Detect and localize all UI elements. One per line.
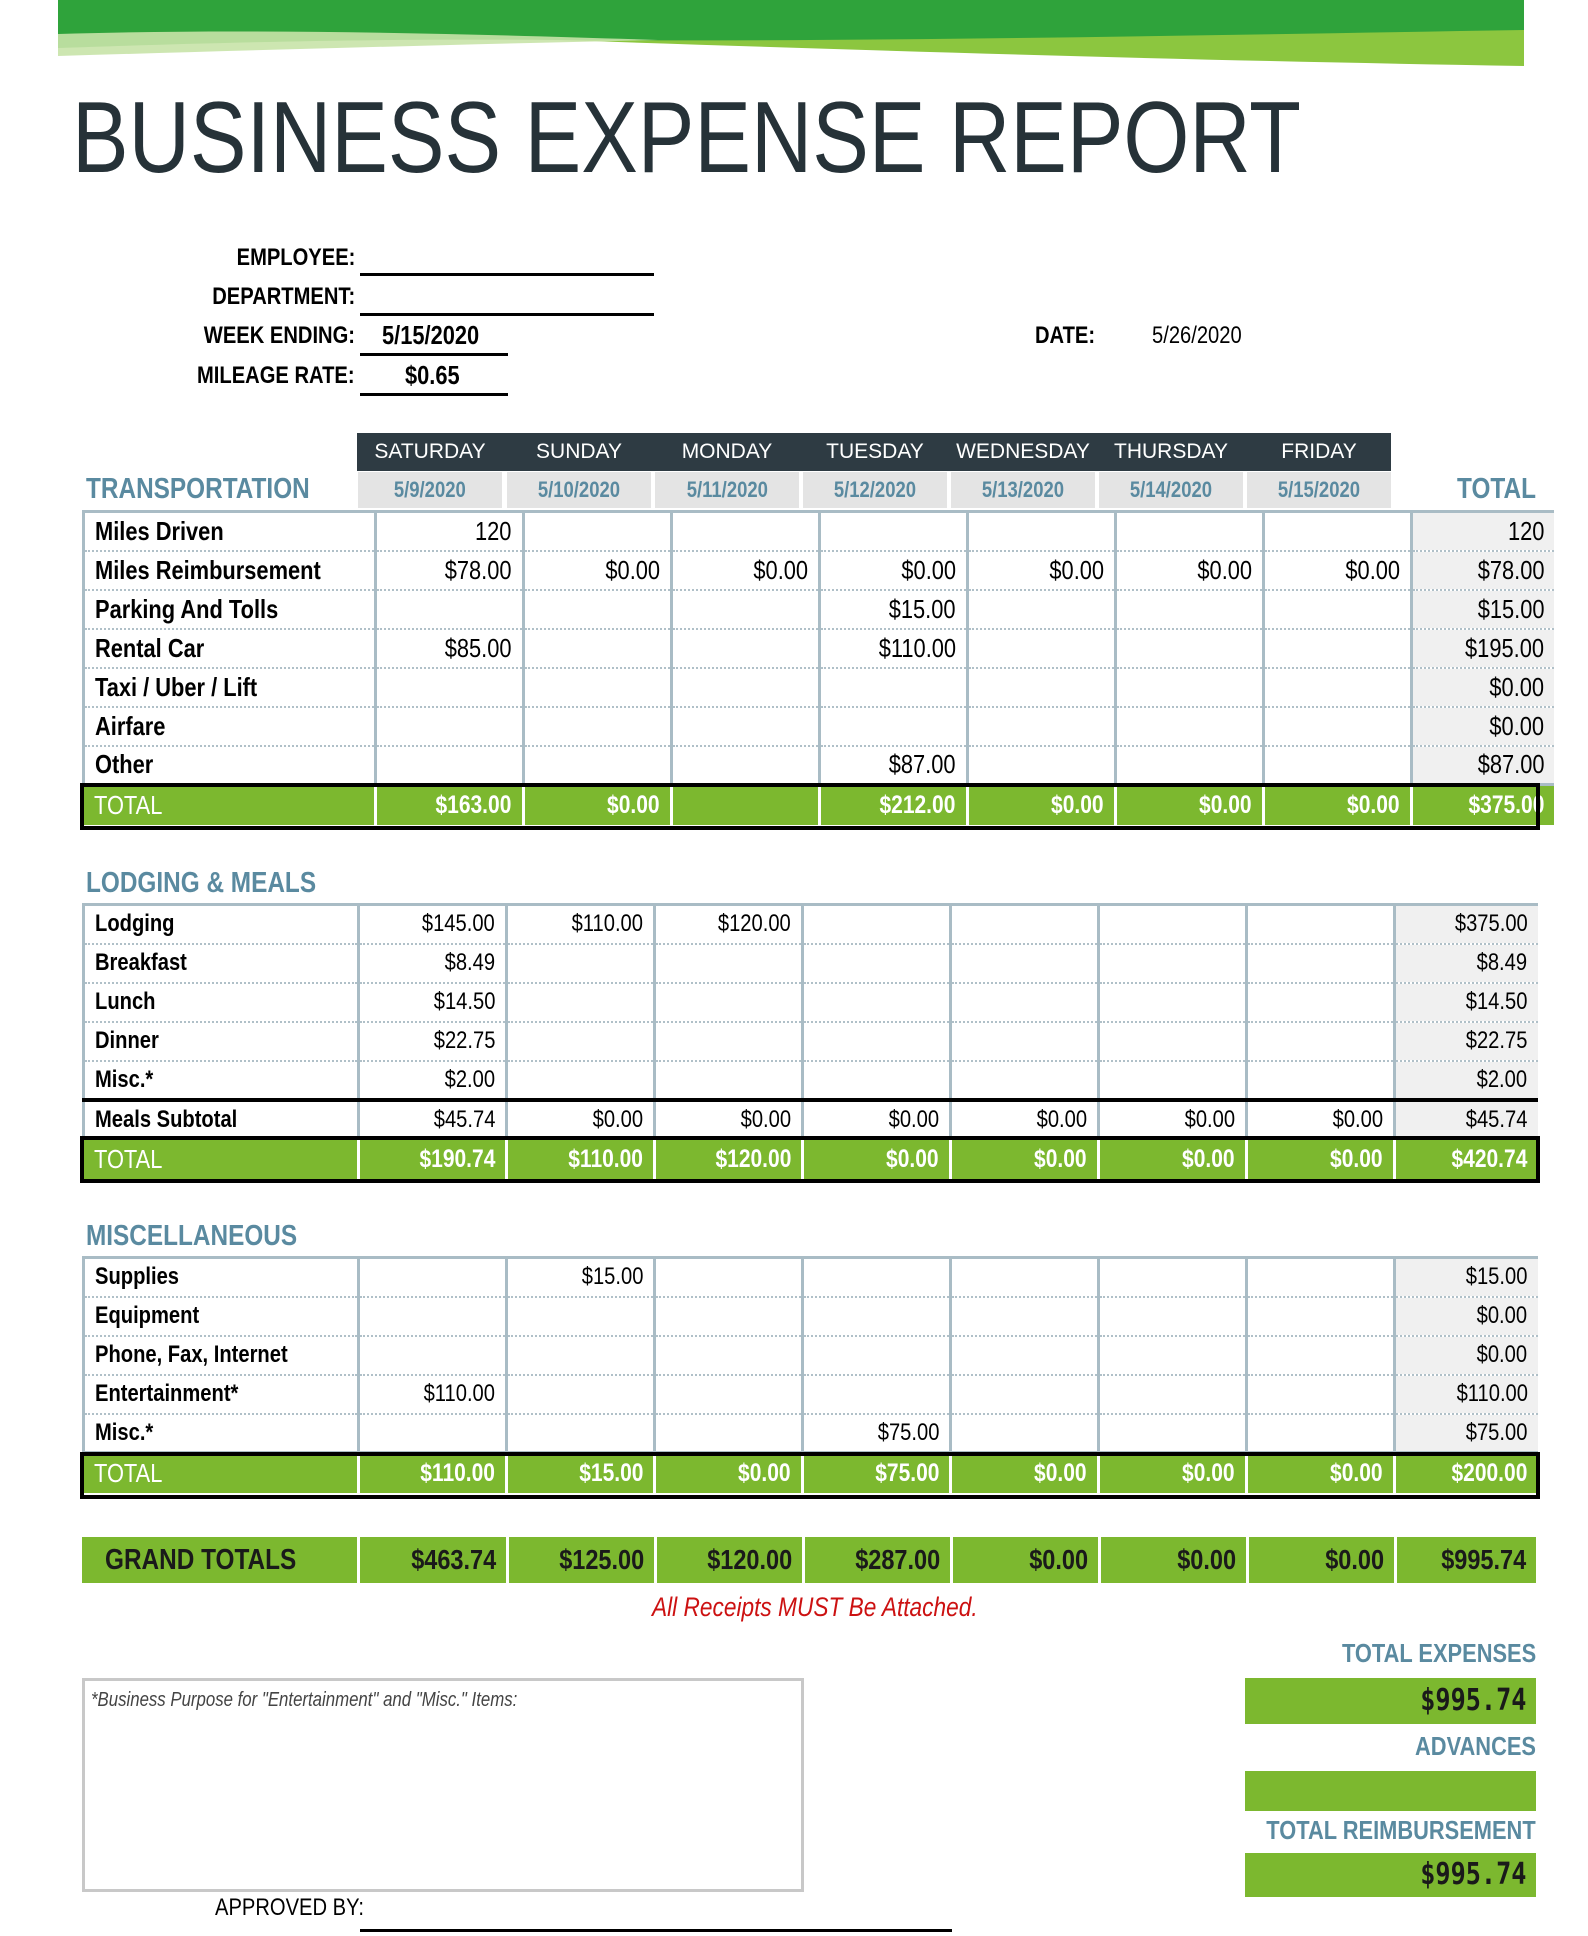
- row-label: Meals Subtotal: [84, 1100, 359, 1139]
- row-label: Miles Reimbursement: [84, 551, 376, 590]
- expense-cell[interactable]: [671, 629, 819, 668]
- expense-cell[interactable]: [507, 1061, 655, 1100]
- table-row: [84, 746, 1555, 785]
- expense-cell[interactable]: [1247, 944, 1395, 983]
- expense-cell: [671, 785, 819, 825]
- row-label: Airfare: [84, 707, 376, 746]
- expense-cell[interactable]: [1099, 1258, 1247, 1297]
- expense-cell: $120.00: [655, 1139, 803, 1179]
- date-value[interactable]: 5/26/2020: [1152, 322, 1242, 349]
- department-label: DEPARTMENT:: [212, 283, 355, 310]
- table-row: [84, 1022, 1538, 1061]
- advances-box[interactable]: [1245, 1771, 1536, 1811]
- expense-cell[interactable]: [1247, 905, 1395, 944]
- day-header-friday: FRIDAY: [1281, 440, 1357, 463]
- total-expenses-label: TOTAL EXPENSES: [1341, 1638, 1536, 1668]
- expense-cell: $163.00: [375, 785, 523, 825]
- row-label: Equipment: [84, 1297, 359, 1336]
- expense-cell[interactable]: [951, 1297, 1099, 1336]
- expense-cell[interactable]: [375, 590, 523, 629]
- row-total: $200.00: [1395, 1453, 1538, 1493]
- table-row: [84, 629, 1555, 668]
- row-label: TOTAL: [84, 785, 376, 825]
- expense-cell[interactable]: [507, 1297, 655, 1336]
- expense-cell[interactable]: [375, 746, 523, 785]
- week-ending-label: WEEK ENDING:: [203, 322, 355, 349]
- expense-cell[interactable]: $110.00: [819, 629, 967, 668]
- expense-cell[interactable]: $2.00: [359, 1061, 507, 1100]
- expense-cell[interactable]: [359, 1297, 507, 1336]
- expense-cell: $0.00: [655, 1453, 803, 1493]
- expense-cell: $0.00: [1247, 1453, 1395, 1493]
- expense-cell[interactable]: $0.00: [967, 551, 1115, 590]
- mileage-rate-underline: [360, 393, 508, 396]
- expense-cell[interactable]: [523, 746, 671, 785]
- row-total: $2.00: [1395, 1061, 1538, 1100]
- date-label: DATE:: [1035, 322, 1096, 349]
- expense-cell[interactable]: $110.00: [359, 1375, 507, 1414]
- table-row: [84, 512, 1555, 551]
- grand-total-cell: $463.74: [357, 1537, 506, 1583]
- row-total: $110.00: [1395, 1375, 1538, 1414]
- expense-cell: $0.00: [1099, 1453, 1247, 1493]
- expense-cell[interactable]: $14.50: [359, 983, 507, 1022]
- expense-cell[interactable]: [1247, 1375, 1395, 1414]
- total-row: [84, 1139, 1538, 1179]
- expense-cell: $110.00: [359, 1453, 507, 1493]
- expense-cell[interactable]: [951, 1414, 1099, 1453]
- total-expenses-box: [1245, 1678, 1536, 1724]
- expense-cell[interactable]: [967, 668, 1115, 707]
- expense-cell[interactable]: [655, 1061, 803, 1100]
- expense-cell: $0.00: [951, 1453, 1099, 1493]
- row-total: $15.00: [1395, 1258, 1538, 1297]
- expense-cell[interactable]: [359, 1258, 507, 1297]
- row-label: Taxi / Uber / Lift: [84, 668, 376, 707]
- row-total: $8.49: [1395, 944, 1538, 983]
- employee-label: EMPLOYEE:: [236, 244, 355, 271]
- lodging-meals-table: [82, 903, 1538, 1179]
- expense-cell[interactable]: [1099, 944, 1247, 983]
- expense-cell[interactable]: [1263, 707, 1411, 746]
- date-header: 5/12/2020: [803, 472, 947, 508]
- row-total: $375.00: [1411, 785, 1554, 825]
- expense-cell[interactable]: [655, 1336, 803, 1375]
- expense-cell[interactable]: $145.00: [359, 905, 507, 944]
- expense-cell: $0.00: [1263, 785, 1411, 825]
- expense-cell[interactable]: [819, 668, 967, 707]
- row-total: $0.00: [1411, 707, 1554, 746]
- row-label: Miles Driven: [84, 512, 376, 551]
- row-label: Entertainment*: [84, 1375, 359, 1414]
- expense-cell[interactable]: [1115, 590, 1263, 629]
- expense-cell[interactable]: [1099, 1375, 1247, 1414]
- mileage-rate-label: MILEAGE RATE:: [197, 362, 355, 389]
- day-header-saturday: SATURDAY: [374, 440, 486, 463]
- table-row: [84, 707, 1555, 746]
- total-column-header: TOTAL: [1457, 473, 1536, 505]
- expense-cell[interactable]: [1115, 668, 1263, 707]
- grand-total-overall: $995.74: [1394, 1537, 1536, 1583]
- row-label: Misc.*: [84, 1061, 359, 1100]
- expense-cell[interactable]: [1263, 512, 1411, 551]
- row-label: Lodging: [84, 905, 359, 944]
- expense-cell[interactable]: [1247, 1022, 1395, 1061]
- section-title-transportation: TRANSPORTATION: [86, 473, 310, 505]
- date-header: 5/11/2020: [655, 472, 799, 508]
- grand-total-cell: $0.00: [1246, 1537, 1394, 1583]
- table-row: [84, 1414, 1538, 1453]
- expense-cell[interactable]: $110.00: [507, 905, 655, 944]
- expense-cell[interactable]: [1099, 1061, 1247, 1100]
- total-expenses-value: $995.74: [1419, 1683, 1526, 1718]
- grand-total-cell: $0.00: [1098, 1537, 1246, 1583]
- expense-cell[interactable]: $78.00: [375, 551, 523, 590]
- expense-cell[interactable]: [951, 944, 1099, 983]
- day-header-sunday: SUNDAY: [536, 440, 622, 463]
- expense-cell: $75.00: [803, 1453, 951, 1493]
- expense-cell: $0.00: [1247, 1100, 1395, 1139]
- expense-cell[interactable]: [1263, 746, 1411, 785]
- date-header: 5/10/2020: [507, 472, 651, 508]
- expense-cell[interactable]: [507, 1375, 655, 1414]
- expense-cell[interactable]: [1247, 1414, 1395, 1453]
- receipts-note: All Receipts MUST Be Attached.: [652, 1592, 978, 1622]
- section-title-miscellaneous: MISCELLANEOUS: [86, 1220, 298, 1252]
- date-header: 5/13/2020: [951, 472, 1095, 508]
- expense-cell[interactable]: [523, 629, 671, 668]
- expense-cell: $0.00: [803, 1100, 951, 1139]
- approved-by-label: APPROVED BY:: [215, 1894, 365, 1921]
- expense-cell[interactable]: [655, 1297, 803, 1336]
- expense-cell: $0.00: [1247, 1139, 1395, 1179]
- row-label: Phone, Fax, Internet: [84, 1336, 359, 1375]
- date-header: 5/14/2020: [1099, 472, 1243, 508]
- table-row: [84, 1336, 1538, 1375]
- expense-cell[interactable]: [375, 707, 523, 746]
- expense-cell[interactable]: $8.49: [359, 944, 507, 983]
- row-total: 120: [1411, 512, 1554, 551]
- expense-cell[interactable]: $75.00: [803, 1414, 951, 1453]
- expense-cell[interactable]: [951, 1375, 1099, 1414]
- expense-cell[interactable]: [951, 1336, 1099, 1375]
- header-wave-decoration: [58, 0, 1524, 66]
- expense-cell[interactable]: [507, 1022, 655, 1061]
- expense-cell[interactable]: [671, 707, 819, 746]
- row-total: $375.00: [1395, 905, 1538, 944]
- table-row: [84, 1375, 1538, 1414]
- expense-cell: $190.74: [359, 1139, 507, 1179]
- date-header: 5/15/2020: [1247, 472, 1391, 508]
- total-reimbursement-label: TOTAL REIMBURSEMENT: [1266, 1815, 1536, 1845]
- row-total: $45.74: [1395, 1100, 1538, 1139]
- expense-cell[interactable]: 120: [375, 512, 523, 551]
- expense-cell[interactable]: [671, 512, 819, 551]
- day-header-monday: MONDAY: [681, 440, 773, 463]
- row-total: $0.00: [1411, 668, 1554, 707]
- expense-cell: $0.00: [1099, 1139, 1247, 1179]
- expense-cell[interactable]: [967, 590, 1115, 629]
- expense-cell[interactable]: [1099, 1414, 1247, 1453]
- day-header-tuesday: TUESDAY: [826, 440, 924, 463]
- section-title-lodging-meals: LODGING & MEALS: [86, 867, 317, 899]
- expense-cell[interactable]: [671, 590, 819, 629]
- expense-cell[interactable]: [803, 1022, 951, 1061]
- expense-cell: $0.00: [1115, 785, 1263, 825]
- expense-cell: $0.00: [523, 785, 671, 825]
- table-row: [84, 668, 1555, 707]
- expense-cell[interactable]: [951, 1258, 1099, 1297]
- total-row: [84, 785, 1555, 825]
- table-row: [84, 590, 1555, 629]
- total-row: [84, 1453, 1538, 1493]
- expense-cell[interactable]: [655, 1022, 803, 1061]
- expense-cell[interactable]: [655, 1414, 803, 1453]
- expense-cell[interactable]: [1099, 1336, 1247, 1375]
- expense-cell[interactable]: $85.00: [375, 629, 523, 668]
- expense-cell[interactable]: [1247, 1297, 1395, 1336]
- grand-total-cell: $120.00: [654, 1537, 802, 1583]
- row-label: Supplies: [84, 1258, 359, 1297]
- mileage-rate-value[interactable]: $0.65: [405, 360, 460, 390]
- expense-cell[interactable]: [951, 983, 1099, 1022]
- table-row: [84, 1297, 1538, 1336]
- expense-cell[interactable]: [359, 1414, 507, 1453]
- expense-cell[interactable]: $15.00: [819, 590, 967, 629]
- expense-cell[interactable]: [523, 512, 671, 551]
- transportation-table: [82, 510, 1554, 825]
- expense-cell[interactable]: [1099, 1022, 1247, 1061]
- expense-cell[interactable]: [967, 707, 1115, 746]
- expense-cell[interactable]: [507, 1336, 655, 1375]
- expense-cell[interactable]: [507, 1414, 655, 1453]
- table-row: [84, 551, 1555, 590]
- expense-cell[interactable]: $87.00: [819, 746, 967, 785]
- grand-total-cell: $287.00: [802, 1537, 950, 1583]
- expense-cell[interactable]: [951, 1022, 1099, 1061]
- expense-cell[interactable]: [819, 512, 967, 551]
- row-label: Other: [84, 746, 376, 785]
- expense-cell[interactable]: [655, 944, 803, 983]
- expense-cell[interactable]: [1115, 707, 1263, 746]
- expense-cell[interactable]: [803, 1258, 951, 1297]
- row-label: TOTAL: [84, 1139, 359, 1179]
- row-total: $420.74: [1395, 1139, 1538, 1179]
- expense-cell[interactable]: [671, 668, 819, 707]
- expense-cell[interactable]: [967, 512, 1115, 551]
- expense-cell[interactable]: [1099, 983, 1247, 1022]
- expense-cell[interactable]: [507, 983, 655, 1022]
- expense-cell[interactable]: [803, 1297, 951, 1336]
- miscellaneous-table: [82, 1256, 1538, 1493]
- expense-cell[interactable]: [803, 1375, 951, 1414]
- department-field[interactable]: [360, 313, 654, 316]
- expense-cell[interactable]: $0.00: [671, 551, 819, 590]
- expense-cell: $0.00: [967, 785, 1115, 825]
- expense-cell[interactable]: $0.00: [819, 551, 967, 590]
- expense-cell[interactable]: $120.00: [655, 905, 803, 944]
- row-label: Lunch: [84, 983, 359, 1022]
- row-total: $22.75: [1395, 1022, 1538, 1061]
- expense-cell[interactable]: [655, 983, 803, 1022]
- expense-cell: $45.74: [359, 1100, 507, 1139]
- business-purpose-box[interactable]: [82, 1678, 804, 1892]
- expense-cell[interactable]: [803, 983, 951, 1022]
- row-total: $75.00: [1395, 1414, 1538, 1453]
- expense-cell[interactable]: [1115, 746, 1263, 785]
- advances-label: ADVANCES: [1415, 1731, 1536, 1761]
- expense-cell: $110.00: [507, 1139, 655, 1179]
- row-total: $78.00: [1411, 551, 1554, 590]
- day-header-thursday: THURSDAY: [1114, 440, 1228, 463]
- row-label: Rental Car: [84, 629, 376, 668]
- expense-cell: $0.00: [951, 1139, 1099, 1179]
- business-purpose-label: *Business Purpose for "Entertainment" and "Misc." Items:: [91, 1689, 518, 1711]
- expense-cell: $0.00: [951, 1100, 1099, 1139]
- expense-cell: $212.00: [819, 785, 967, 825]
- expense-cell[interactable]: $0.00: [1263, 551, 1411, 590]
- row-total: $0.00: [1395, 1297, 1538, 1336]
- row-total: $87.00: [1411, 746, 1554, 785]
- expense-cell: $0.00: [1099, 1100, 1247, 1139]
- expense-cell[interactable]: [375, 668, 523, 707]
- table-row: [84, 1258, 1538, 1297]
- week-ending-value[interactable]: 5/15/2020: [382, 320, 480, 350]
- total-reimbursement-box: [1245, 1853, 1536, 1897]
- expense-cell[interactable]: [671, 746, 819, 785]
- expense-cell[interactable]: [1247, 983, 1395, 1022]
- total-reimbursement-value: $995.74: [1419, 1857, 1526, 1892]
- expense-cell[interactable]: [819, 707, 967, 746]
- expense-cell[interactable]: $0.00: [1115, 551, 1263, 590]
- page-title: BUSINESS EXPENSE REPORT: [72, 82, 1301, 194]
- row-label: TOTAL: [84, 1453, 359, 1493]
- expense-cell[interactable]: [1247, 1258, 1395, 1297]
- expense-cell[interactable]: [359, 1336, 507, 1375]
- expense-cell[interactable]: $15.00: [507, 1258, 655, 1297]
- expense-cell: $0.00: [803, 1139, 951, 1179]
- row-total: $195.00: [1411, 629, 1554, 668]
- expense-cell[interactable]: [967, 746, 1115, 785]
- day-header-wednesday: WEDNESDAY: [956, 440, 1090, 463]
- row-label: Misc.*: [84, 1414, 359, 1453]
- expense-cell[interactable]: [803, 905, 951, 944]
- grand-totals-label: GRAND TOTALS: [105, 1544, 297, 1576]
- expense-cell[interactable]: $0.00: [523, 551, 671, 590]
- table-row: [84, 1061, 1538, 1100]
- expense-cell[interactable]: [523, 707, 671, 746]
- expense-cell[interactable]: [523, 590, 671, 629]
- expense-cell[interactable]: [655, 1375, 803, 1414]
- subtotal-row: [84, 1100, 1538, 1139]
- expense-cell[interactable]: [1263, 668, 1411, 707]
- expense-cell[interactable]: [803, 944, 951, 983]
- date-header: 5/9/2020: [358, 472, 502, 508]
- expense-cell[interactable]: [1115, 512, 1263, 551]
- approved-by-field[interactable]: [360, 1929, 952, 1932]
- table-row: [84, 905, 1538, 944]
- expense-cell[interactable]: [1247, 1336, 1395, 1375]
- expense-cell: $15.00: [507, 1453, 655, 1493]
- expense-cell[interactable]: [951, 1061, 1099, 1100]
- table-row: [84, 983, 1538, 1022]
- expense-cell[interactable]: [1099, 905, 1247, 944]
- expense-cell[interactable]: [803, 1061, 951, 1100]
- expense-cell[interactable]: [523, 668, 671, 707]
- row-total: $15.00: [1411, 590, 1554, 629]
- week-ending-underline: [360, 353, 508, 356]
- row-total: $0.00: [1395, 1336, 1538, 1375]
- row-total: $14.50: [1395, 983, 1538, 1022]
- expense-cell: $0.00: [655, 1100, 803, 1139]
- expense-cell[interactable]: [507, 944, 655, 983]
- expense-cell[interactable]: [951, 905, 1099, 944]
- row-label: Dinner: [84, 1022, 359, 1061]
- expense-cell[interactable]: [967, 629, 1115, 668]
- expense-cell: $0.00: [507, 1100, 655, 1139]
- expense-cell[interactable]: [1263, 590, 1411, 629]
- row-label: Parking And Tolls: [84, 590, 376, 629]
- expense-cell[interactable]: $22.75: [359, 1022, 507, 1061]
- grand-total-cell: $0.00: [950, 1537, 1098, 1583]
- expense-cell[interactable]: [655, 1258, 803, 1297]
- expense-cell[interactable]: [803, 1336, 951, 1375]
- employee-field[interactable]: [360, 273, 654, 276]
- grand-total-cell: $125.00: [506, 1537, 654, 1583]
- expense-cell[interactable]: [1263, 629, 1411, 668]
- expense-cell[interactable]: [1099, 1297, 1247, 1336]
- table-row: [84, 944, 1538, 983]
- row-label: Breakfast: [84, 944, 359, 983]
- expense-cell[interactable]: [1115, 629, 1263, 668]
- expense-cell[interactable]: [1247, 1061, 1395, 1100]
